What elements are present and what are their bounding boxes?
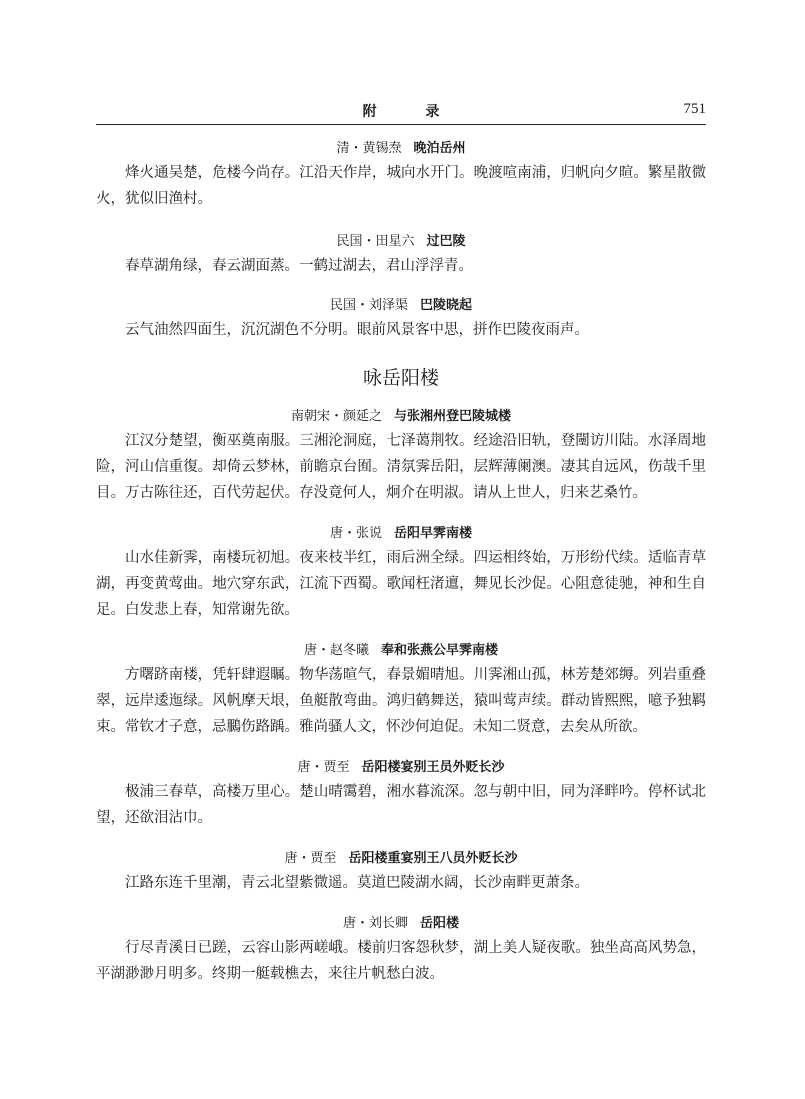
page-number: 751	[683, 101, 706, 117]
poem-heading	[96, 640, 706, 662]
poem-text: 江路东连千里潮，青云北望紫微遥。莫道巴陵湖水阔，长沙南畔更萧条。	[125, 875, 589, 891]
running-header	[96, 101, 706, 121]
poem-title: 岳阳楼重宴别王八员外贬长沙	[348, 851, 518, 866]
header-title: 附 录	[362, 104, 462, 120]
poem-heading	[96, 295, 706, 317]
poem-text: 云气油然四面生，沉沉湖色不分明。眼前风景客中思，拼作巴陵夜雨声。	[125, 322, 589, 338]
poem-title: 岳阳楼宴别王员外贬长沙	[361, 760, 505, 775]
poem-author: 清・黄锡焘	[336, 141, 402, 156]
poem-text: 江汉分楚望，衡巫奠南服。三湘沦洞庭，七泽蔼荆牧。经途沿旧轨，登闉访川陆。水泽周地险，河山信重復。却倚云梦林，前瞻京台囿。清氛霁岳阳，层辉薄阑澳。凄其自远风，伤哉千里目。万古陈往还，百代劳起伏。存没竟何人，炯介在明淑。请从上世人，归来艺桑竹。	[96, 433, 706, 501]
poem-title: 巴陵晓起	[420, 298, 473, 313]
poem-heading	[96, 406, 706, 428]
poem-author: 唐・贾至	[297, 760, 350, 775]
section-title: 咏岳阳楼	[362, 367, 439, 389]
poem-heading	[96, 913, 706, 935]
poem-entry	[96, 406, 706, 506]
poem-text: 烽火通吴楚，危楼今尚存。江沿天作岸，城向水开门。晚渡喧南浦，归帆向夕暄。繁星散微火，犹似旧渔村。	[96, 165, 706, 207]
poem-entry	[96, 523, 706, 623]
poem-entry	[96, 757, 706, 831]
poem-text: 极浦三春草，高楼万里心。楚山晴霭碧，湘水暮流深。忽与朝中旧，同为泽畔吟。停杯试北望，还欲泪沾巾。	[96, 784, 706, 826]
poem-heading	[96, 848, 706, 870]
poem-heading	[96, 757, 706, 779]
poem-author: 唐・张说	[329, 526, 382, 541]
poem-text: 山水佳新霁，南楼玩初旭。夜来枝半红，雨后洲全绿。四运相终始，万形纷代续。适临青草湖，再变黄莺曲。地穴穿东武，江流下西蜀。歌闻枉渚邅，舞见长沙促。心阻意徒驰，神和生自足。白发悲上春，知常谢先欲。	[96, 550, 706, 618]
header-rule	[96, 124, 706, 125]
poem-title: 岳阳早霁南楼	[394, 526, 473, 541]
poem-author: 唐・刘长卿	[342, 916, 408, 931]
poem-entry	[96, 848, 706, 896]
poem-title: 与张湘州登巴陵城楼	[394, 409, 512, 424]
poem-author: 唐・赵冬曦	[303, 643, 369, 658]
poem-entry	[96, 295, 706, 343]
poem-entry	[96, 138, 706, 212]
poem-text: 春草湖角绿，春云湖面蒸。一鹤过湖去，君山浮浮青。	[125, 258, 473, 274]
poem-entry	[96, 640, 706, 740]
poem-title: 奉和张燕公早霁南楼	[381, 643, 499, 658]
poem-entry	[96, 913, 706, 987]
poem-title: 过巴陵	[426, 234, 466, 249]
poem-author: 唐・贾至	[284, 851, 337, 866]
poem-heading	[96, 523, 706, 545]
poem-heading	[96, 231, 706, 253]
poem-title: 岳阳楼	[420, 916, 460, 931]
poem-author: 南朝宋・颜延之	[290, 409, 382, 424]
poem-text: 方曙跻南楼，凭轩肆遐瞩。物华荡暄气，春景媚晴旭。川霁湘山孤，林芳楚郊缛。列岩重叠翠，远岸逶迤绿。风帆摩天垠，鱼艇散弯曲。鸿归鹤舞送，猿叫莺声续。群动皆熙熙，噫予独羁束。常钦才子意，忌鵩伤路踽。雅尚骚人文，怀沙何迫促。未知二贤意，去矣从所欲。	[96, 667, 706, 735]
poem-entry	[96, 231, 706, 279]
poem-heading	[96, 138, 706, 160]
poem-author: 民国・田星六	[336, 234, 415, 249]
poem-author: 民国・刘泽渠	[329, 298, 408, 313]
page-body	[96, 138, 706, 987]
poem-text: 行尽青溪日已蹉，云容山影两嵯峨。楼前归客怨秋梦，湖上美人疑夜歌。独坐高高风势急，平湖渺渺月明多。终期一艇载樵去，来往片帆愁白波。	[96, 940, 706, 982]
poem-title: 晚泊岳州	[413, 141, 466, 156]
